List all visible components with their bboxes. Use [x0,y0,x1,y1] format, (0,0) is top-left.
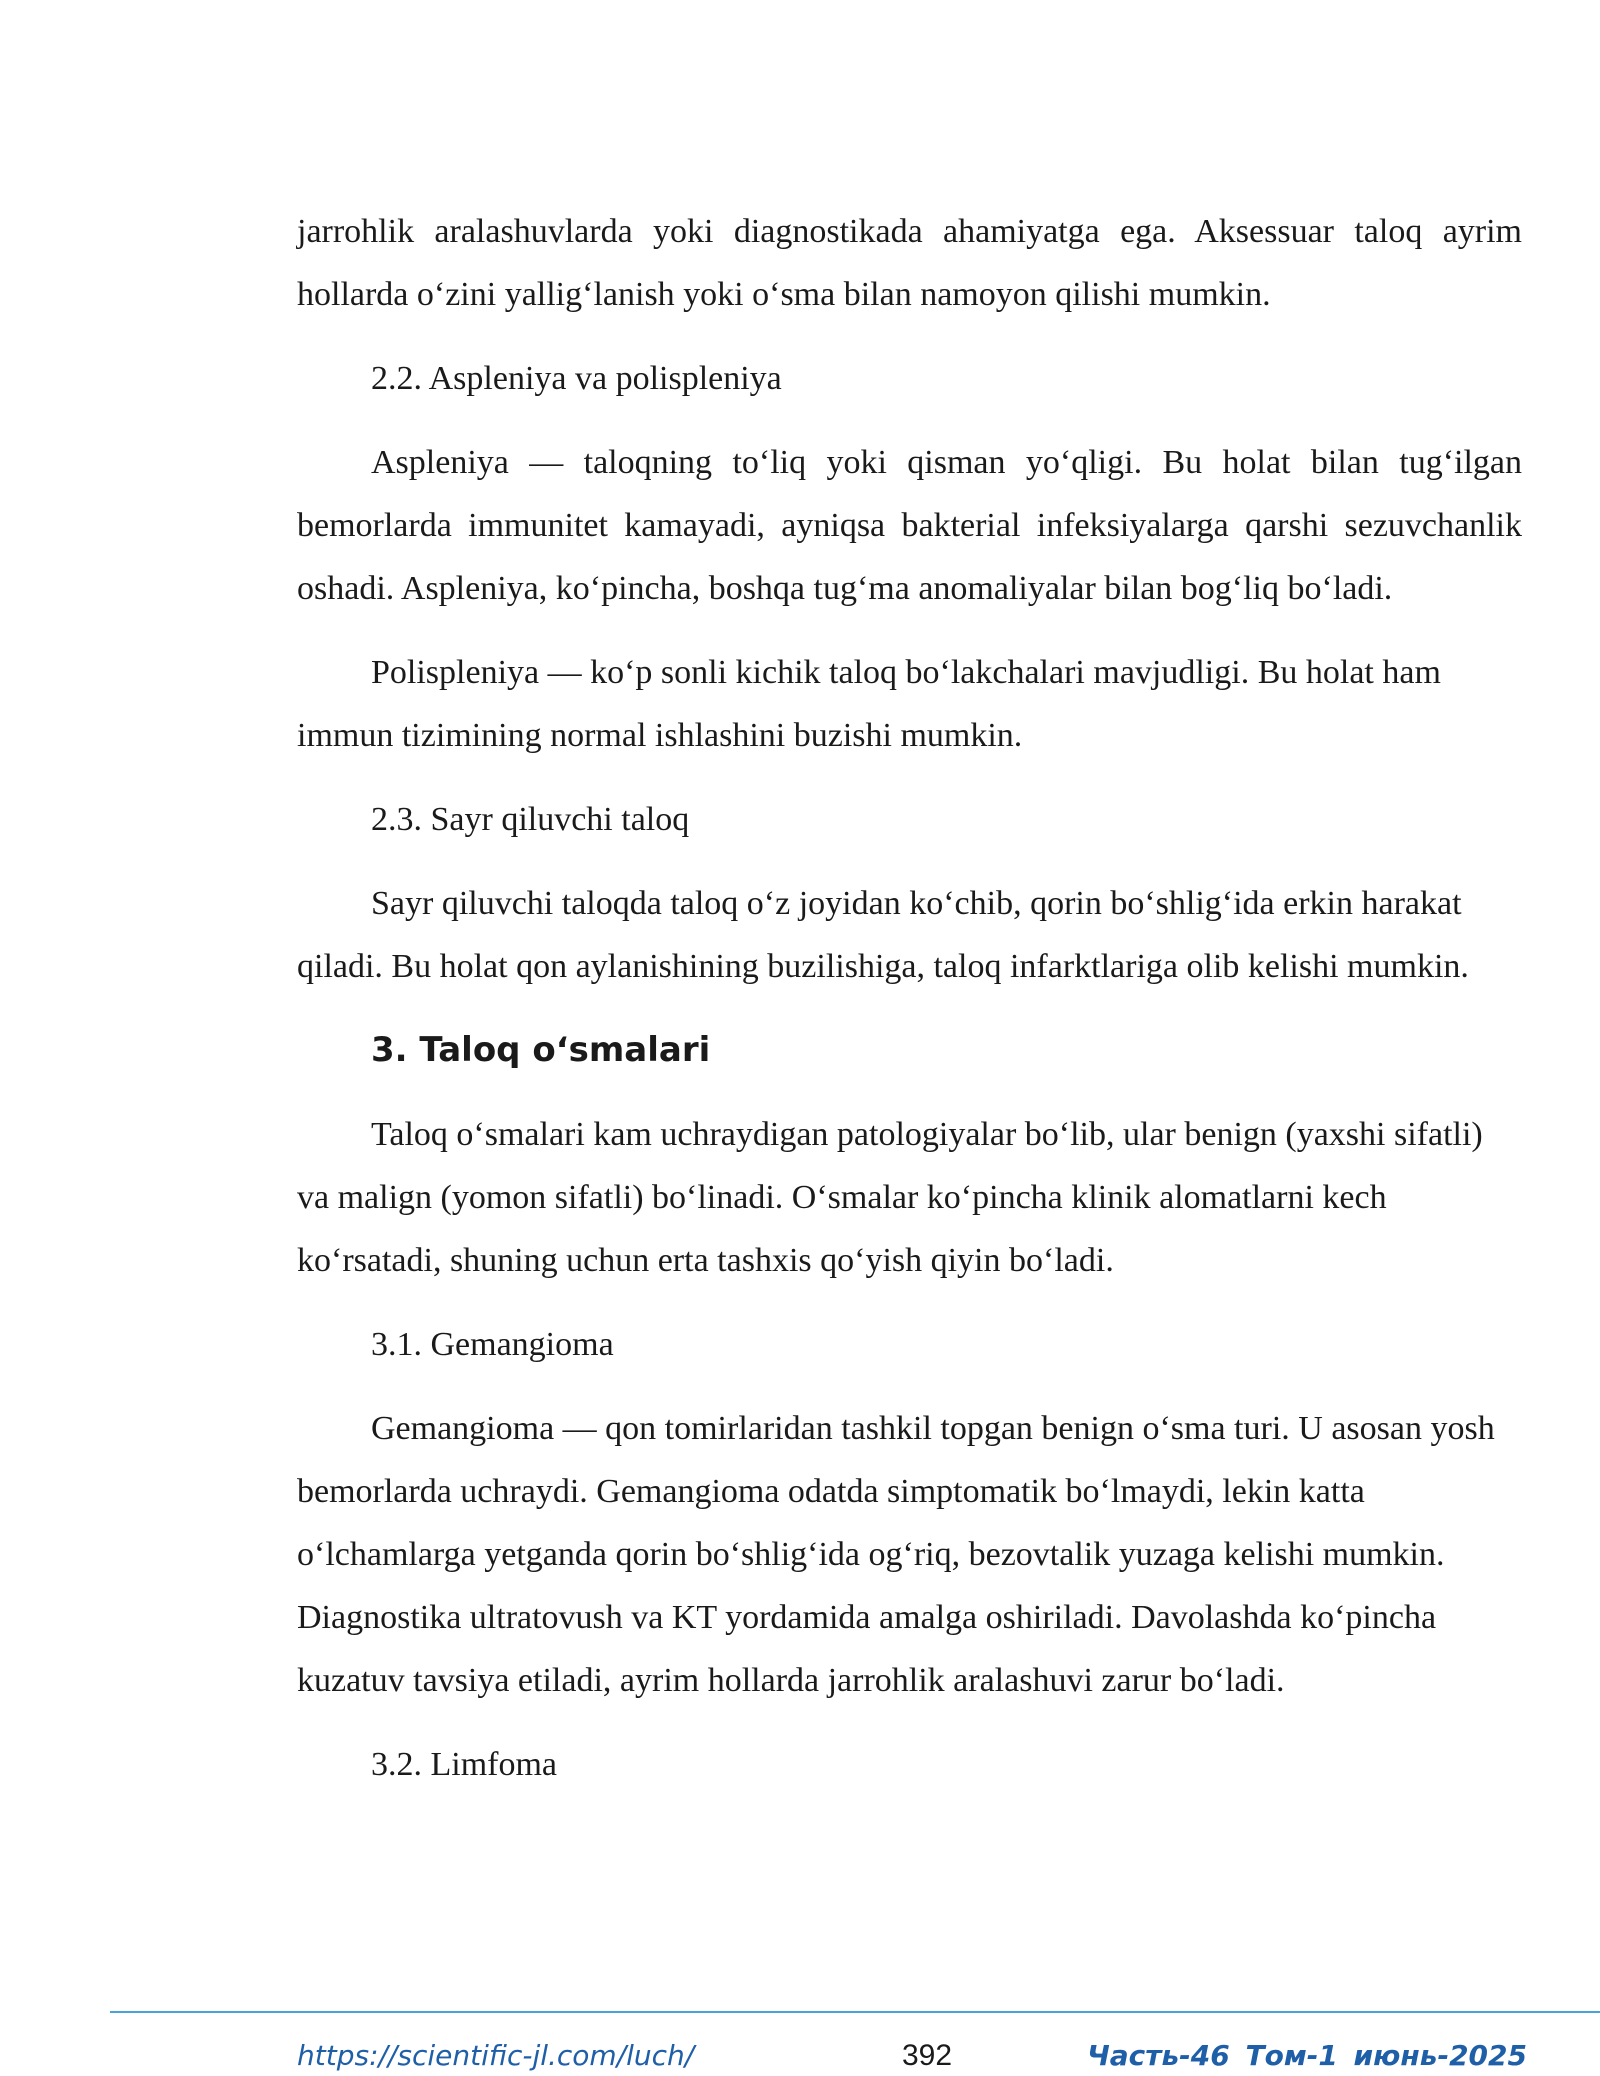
footer-divider [110,2011,1600,2013]
paragraph: Aspleniya — taloqning to‘liq yoki qisman yo‘qligi. Bu holat bilan tug‘ilgan bemorlarda immunitet kamayadi, ayniqsa bakterial infeksiyalarga qarshi sezuvchanlik oshadi. Aspleniya, ko‘pincha, boshqa tug‘ma anomaliyalar bilan bog‘liq bo‘ladi. [297,444,1522,607]
footer-journal-link[interactable]: https://scientific-jl.com/luch/ [297,2039,695,2072]
subsection-heading: 2.3. Sayr qiluvchi taloq [371,801,690,838]
subsection-heading: 2.2. Aspleniya va polispleniya [371,360,782,397]
subsection-heading: 3.1. Gemangioma [371,1326,614,1363]
paragraph: Polispleniya — ko‘p sonli kichik taloq bo‘lakchalari mavjudligi. Bu holat ham immun tizimining normal ishlashini buzishi mumkin. [297,654,1441,754]
paragraph: Sayr qiluvchi taloqda taloq o‘z joyidan ko‘chib, qorin bo‘shlig‘ida erkin harakat qiladi. Bu holat qon aylanishining buzilishiga, taloq infarktlariga olib kelishi mumkin. [297,885,1469,985]
page-number: 392 [902,2039,953,2072]
paragraph: jarrohlik aralashuvlarda yoki diagnostikada ahamiyatga ega. Aksessuar taloq ayrim hollarda o‘zini yallig‘lanish yoki o‘sma bilan namoyon qilishi mumkin. [297,213,1522,313]
paragraph: Taloq o‘smalari kam uchraydigan patologiyalar bo‘lib, ular benign (yaxshi sifatli) va malign (yomon sifatli) bo‘linadi. O‘smalar ko‘pincha klinik alomatlarni kech ko‘rsatadi, shuning uchun erta tashxis qo‘yish qiyin bo‘ladi. [297,1116,1483,1279]
footer-issue-info: Часть-46 Том-1 июнь-2025 [1087,2039,1527,2072]
subsection-heading: 3.2. Limfoma [371,1746,558,1783]
paragraph: Gemangioma — qon tomirlaridan tashkil topgan benign o‘sma turi. U asosan yosh bemorlarda uchraydi. Gemangioma odatda simptomatik bo‘lmaydi, lekin katta o‘lchamlarga yetganda qorin bo‘shlig‘ida og‘riq, bezovtalik yuzaga kelishi mumkin. Diagnostika ultratovush va KT yordamida amalga oshiriladi. Davolashda ko‘pincha kuzatuv tavsiya etiladi, ayrim hollarda jarrohlik aralashuvi zarur bo‘ladi. [297,1410,1495,1699]
article-body [297,200,1522,1817]
section-heading: 3. Taloq o‘smalari [371,1030,711,1070]
